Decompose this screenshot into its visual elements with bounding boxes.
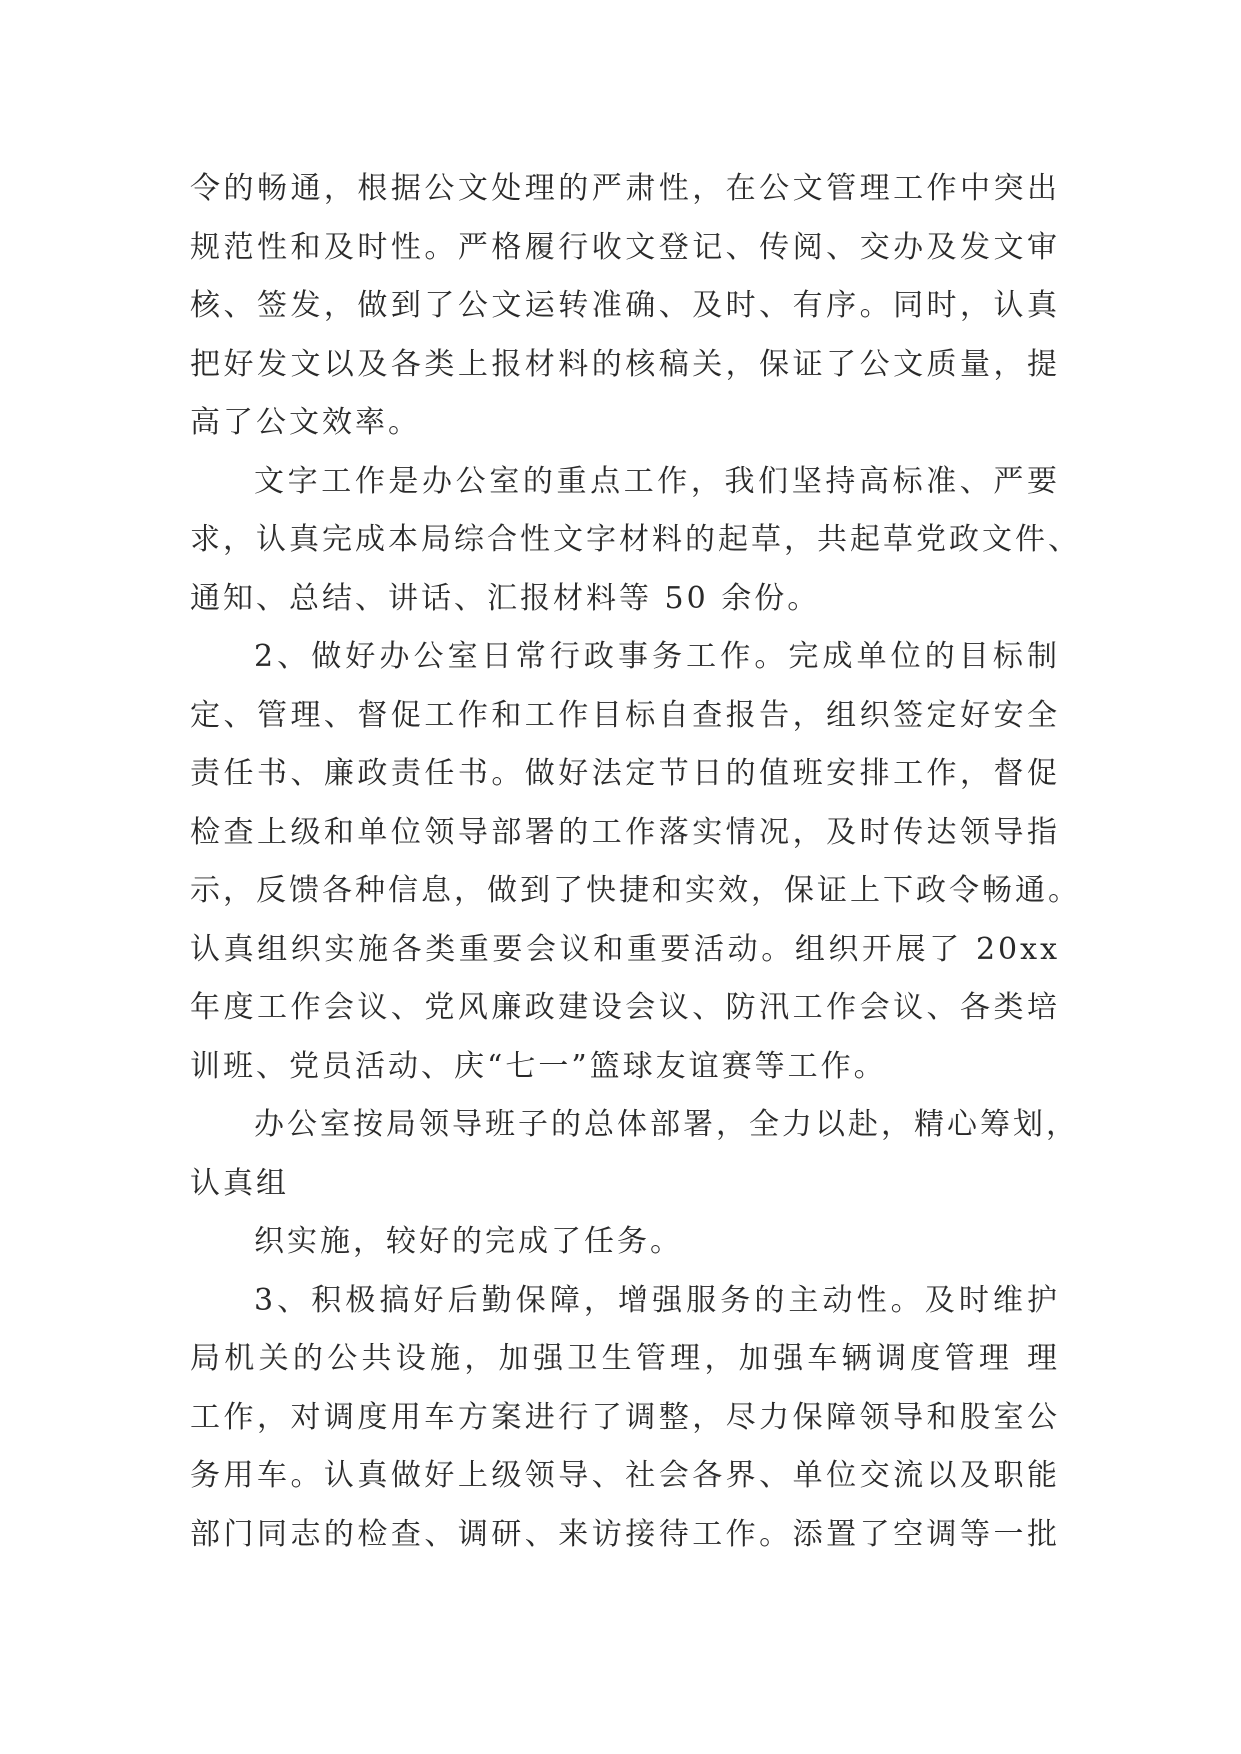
- text-line: 3、积极搞好后勤保障，增强服务的主动性。及时维护: [254, 1282, 1060, 1318]
- text-line: 高了公文效率。: [190, 405, 421, 440]
- text-line: 规范性和及时性。严格履行收文登记、传阅、交办及发文审: [190, 229, 1060, 265]
- text-line: 示，反馈各种信息，做到了快捷和实效，保证上下政令畅通。: [190, 873, 1081, 908]
- text-line: 把好发文以及各类上报材料的核稿关，保证了公文质量，提: [190, 346, 1060, 382]
- text-line: 训班、党员活动、庆“七一”篮球友谊赛等工作。: [190, 1048, 887, 1084]
- text-line: 认真组: [190, 1165, 289, 1201]
- text-line: 局机关的公共设施，加强卫生管理，加强车辆调度管理 理: [190, 1341, 1060, 1376]
- text-line: 检查上级和单位领导部署的工作落实情况，及时传达领导指: [190, 814, 1060, 850]
- text-line: 认真组织实施各类重要会议和重要活动。组织开展了 20xx: [190, 931, 1060, 967]
- text-line: 2、做好办公室日常行政事务工作。完成单位的目标制: [254, 639, 1060, 674]
- text-line: 部门同志的检查、调研、来访接待工作。添置了空调等一批: [190, 1516, 1060, 1552]
- text-line: 文字工作是办公室的重点工作，我们坚持高标准、严要: [254, 463, 1060, 499]
- text-line: 责任书、廉政责任书。做好法定节日的值班安排工作，督促: [190, 756, 1060, 791]
- text-line: 定、管理、督促工作和工作目标自查报告，组织签定好安全: [190, 697, 1060, 733]
- text-line: 令的畅通，根据公文处理的严肃性，在公文管理工作中突出: [190, 171, 1060, 206]
- text-line: 核、签发，做到了公文运转准确、及时、有序。同时，认真: [190, 288, 1060, 323]
- document-body: [190, 160, 1081, 1564]
- text-line: 务用车。认真做好上级领导、社会各界、单位交流以及职能: [190, 1458, 1060, 1493]
- text-line: 求，认真完成本局综合性文字材料的起草，共起草党政文件、: [190, 522, 1081, 557]
- text-line: 通知、总结、讲话、汇报材料等 50 余份。: [190, 580, 821, 616]
- text-line: 办公室按局领导班子的总体部署，全力以赴，精心筹划，: [254, 1107, 1079, 1142]
- text-line: 工作，对调度用车方案进行了调整，尽力保障领导和股室公: [190, 1399, 1060, 1435]
- text-line: 年度工作会议、党风廉政建设会议、防汛工作会议、各类培: [190, 990, 1060, 1025]
- text-line: 织实施，较好的完成了任务。: [254, 1224, 683, 1259]
